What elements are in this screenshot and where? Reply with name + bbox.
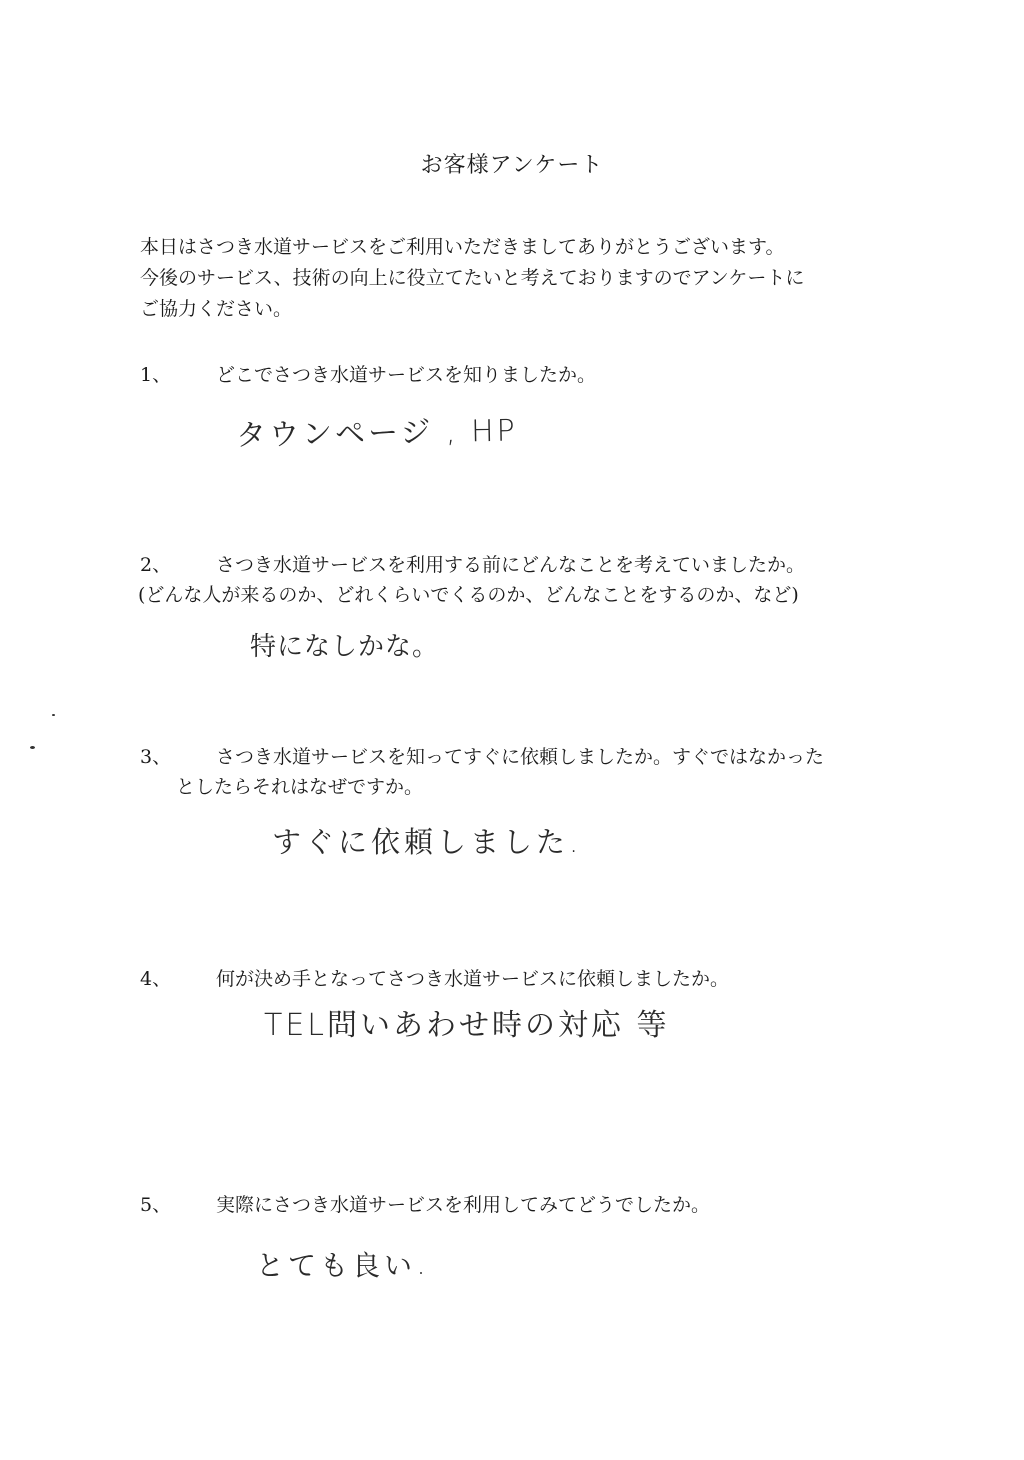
question-number: 1、 (140, 364, 172, 386)
handwritten-answer-2: 特になしかな。 (250, 632, 440, 662)
handwritten-answer-4: TEL問いあわせ時の対応 等 (264, 1008, 670, 1043)
question-text: さつき水道サービスを利用する前にどんなことを考えていましたか。 (216, 554, 806, 576)
question-5 (140, 1190, 710, 1220)
question-4 (140, 964, 729, 994)
question-text: 実際にさつき水道サービスを利用してみてどうでしたか。 (216, 1194, 711, 1216)
question-number: 3、 (140, 746, 172, 768)
intro-line: 本日はさつき水道サービスをご利用いただきましてありがとうございます。 (140, 236, 785, 258)
question-1 (140, 360, 596, 390)
handwritten-answer-1: タウンページ , HP (235, 413, 519, 454)
question-number: 2、 (140, 554, 172, 576)
question-3 (140, 742, 824, 772)
question-number: 5、 (140, 1194, 172, 1216)
question-3-continuation: としたらそれはなぜですか。 (176, 776, 424, 798)
question-2-continuation: (どんな人が来るのか、どれくらいでくるのか、どんなことをするのか、など) (138, 584, 799, 606)
scan-speck (52, 714, 55, 716)
intro-text (140, 232, 940, 325)
scan-speck (30, 746, 35, 749)
scan-speck (420, 1272, 422, 1274)
intro-line: 今後のサービス、技術の向上に役立てたいと考えておりますのでアンケートに (140, 267, 805, 289)
question-text: さつき水道サービスを知ってすぐに依頼しましたか。すぐではなかった (216, 746, 825, 768)
question-text: 何が決め手となってさつき水道サービスに依頼しましたか。 (216, 968, 730, 990)
question-number: 4、 (140, 968, 172, 990)
handwritten-answer-3: すぐに依頼しました. (272, 825, 583, 859)
intro-line: ご協力ください。 (140, 298, 293, 320)
page-title: お客様アンケート (420, 153, 604, 178)
question-text: どこでさつき水道サービスを知りましたか。 (216, 364, 597, 386)
question-2 (140, 550, 805, 580)
handwritten-answer-5: とても良い (256, 1249, 417, 1282)
